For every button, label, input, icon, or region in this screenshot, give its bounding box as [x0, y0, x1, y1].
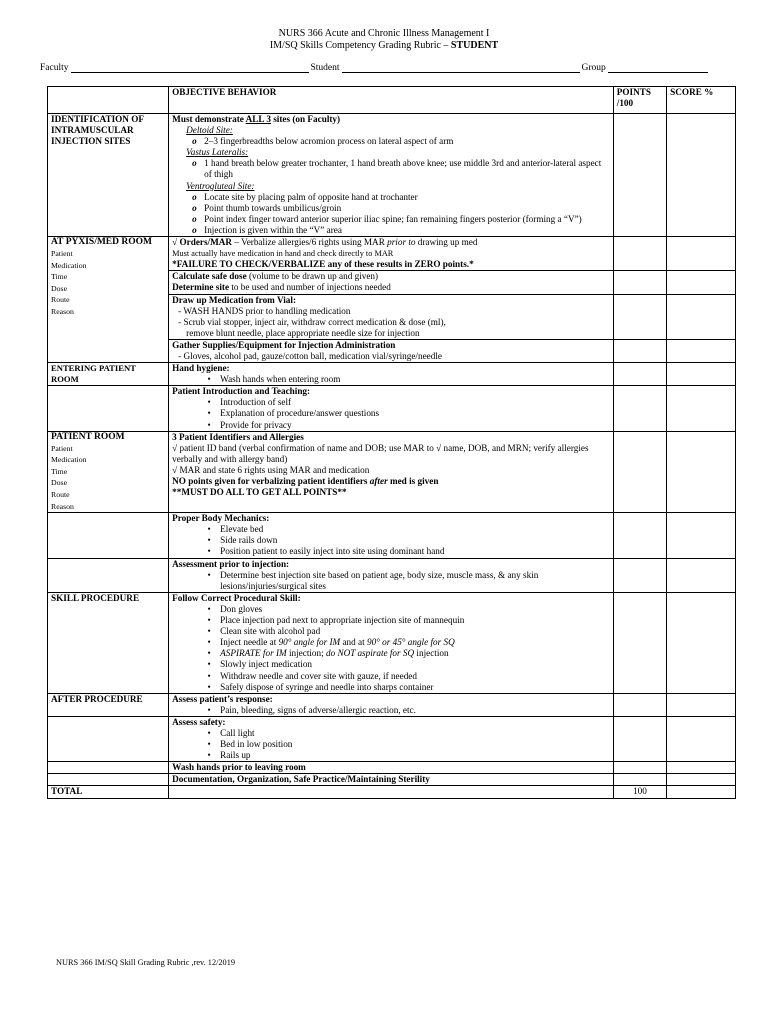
empty-label-cell: [48, 558, 169, 592]
footer-text: NURS 366 IM/SQ Skill Grading Rubric ,rev. 12/2019: [56, 958, 235, 967]
table-row: [48, 762, 736, 774]
points-cell[interactable]: [613, 294, 666, 339]
table-row: [48, 386, 736, 431]
section-label-identification: IDENTIFICATION OF INTRAMUSCULAR INJECTION SITES: [48, 114, 169, 237]
points-cell[interactable]: [613, 339, 666, 362]
behavior-cell: Assess patient’s response: • Pain, bleeding, signs of adverse/allergic reaction, etc.: [169, 693, 614, 716]
score-cell[interactable]: [667, 693, 736, 716]
points-cell[interactable]: [613, 386, 666, 431]
score-header: SCORE %: [667, 87, 736, 114]
behavior-cell: Wash hands prior to leaving room: [169, 762, 614, 774]
group-label: Group: [581, 63, 606, 73]
behavior-cell: Assessment prior to injection: • Determine best injection site based on patient age, body size, muscle mass, & any skin lesions/injuries/surgical sites: [169, 558, 614, 592]
points-cell[interactable]: [613, 762, 666, 774]
total-score-cell[interactable]: [667, 786, 736, 798]
behavior-header: OBJECTIVE BEHAVIOR: [169, 87, 614, 114]
points-header: POINTS /100: [613, 87, 666, 114]
total-behavior-cell: [169, 786, 614, 798]
behavior-cell: Assess safety: • Call light • Bed in low position • Rails up: [169, 716, 614, 761]
table-row: [48, 693, 736, 716]
section-label-entering: ENTERING PATIENT ROOM: [48, 363, 169, 386]
points-cell[interactable]: [613, 716, 666, 761]
table-row: [48, 363, 736, 386]
score-cell[interactable]: [667, 774, 736, 786]
behavior-cell: Must demonstrate ALL 3 sites (on Faculty) Deltoid Site: o 2–3 fingerbreadths below acromion process on lateral aspect of arm Vastus Lateralis: o 1 hand breath below greater trochanter, 1 hand breath above knee; use middle 3rd and anterior-lateral aspect of thigh Ventrogluteal Site: o Locate site by placing palm of opposite hand at trochanter o Point thumb towards umbilicus/groin o Point index finger toward anterior superior iliac spine; fan remaining fingers posterior (forming a “V”) o Injection is given within the “V” area: [169, 114, 614, 237]
score-cell[interactable]: [667, 363, 736, 386]
behavior-cell: √ Orders/MAR – Verbalize allergies/6 rights using MAR prior to drawing up med Must actually have medication in hand and check directly to MAR *FAILURE TO CHECK/VERBALIZE any of these results in ZERO points.*: [169, 237, 614, 271]
table-row: [48, 114, 736, 237]
meta-line: [40, 63, 730, 73]
total-label: TOTAL: [48, 786, 169, 798]
behavior-cell: Patient Introduction and Teaching: • Introduction of self • Explanation of procedure/answer questions • Provide for privacy: [169, 386, 614, 431]
score-cell[interactable]: [667, 716, 736, 761]
table-row: [48, 592, 736, 693]
table-row: [48, 716, 736, 761]
empty-label-cell: [48, 716, 169, 761]
faculty-field[interactable]: [71, 63, 309, 73]
behavior-cell: Draw up Medication from Vial: - WASH HANDS prior to handling medication - Scrub vial stopper, inject air, withdraw correct medication & dose (ml), remove blunt needle, place appropriate needle size for injection: [169, 294, 614, 339]
section-label-skill-procedure: SKILL PROCEDURE: [48, 592, 169, 693]
score-cell[interactable]: [667, 762, 736, 774]
points-cell[interactable]: [613, 592, 666, 693]
points-cell[interactable]: [613, 774, 666, 786]
empty-label-cell: [48, 774, 169, 786]
score-cell[interactable]: [667, 558, 736, 592]
score-cell[interactable]: [667, 386, 736, 431]
points-cell[interactable]: [613, 237, 666, 271]
behavior-cell: Follow Correct Procedural Skill: • Don gloves • Place injection pad next to appropriate injection site of mannequin • Clean site with alcohol pad • Inject needle at 90° angle for IM and at 90° or 45° angle for SQ • ASPIRATE for IM injection; do NOT aspirate for SQ injection • Slowly inject medication • Withdraw needle and cover site with gauze, if needed • Safely dispose of syringe and needle into sharps container: [169, 592, 614, 693]
empty-label-cell: [48, 386, 169, 431]
section-label-patient-room: PATIENT ROOM Patient Medication Time Dose Route Reason: [48, 431, 169, 513]
student-field[interactable]: [342, 63, 580, 73]
behavior-cell: Proper Body Mechanics: • Elevate bed • Side rails down • Position patient to easily inject into site using dominant hand: [169, 513, 614, 558]
empty-label-cell: [48, 762, 169, 774]
document-subtitle: IM/SQ Skills Competency Grading Rubric – STUDENT: [269, 40, 499, 51]
faculty-label: Faculty: [40, 63, 69, 73]
table-header-row: [48, 87, 736, 114]
points-cell[interactable]: [613, 558, 666, 592]
table-row: [48, 431, 736, 513]
table-row: [48, 513, 736, 558]
score-cell[interactable]: [667, 294, 736, 339]
behavior-cell: Calculate safe dose (volume to be drawn up and given) Determine site to be used and number of injections needed: [169, 271, 614, 294]
rubric-table: [47, 86, 736, 799]
document-title: NURS 366 Acute and Chronic Illness Management I: [278, 28, 490, 39]
total-points: 100: [613, 786, 666, 798]
score-cell[interactable]: [667, 237, 736, 271]
score-cell[interactable]: [667, 431, 736, 513]
score-cell[interactable]: [667, 271, 736, 294]
table-row: [48, 774, 736, 786]
score-cell[interactable]: [667, 592, 736, 693]
total-row: [48, 786, 736, 798]
section-label-pyxis: AT PYXIS/MED ROOM Patient Medication Time Dose Route Reason: [48, 237, 169, 363]
points-cell[interactable]: [613, 693, 666, 716]
table-row: [48, 558, 736, 592]
table-row: [48, 237, 736, 271]
behavior-cell: Hand hygiene: • Wash hands when entering room: [169, 363, 614, 386]
empty-label-cell: [48, 513, 169, 558]
behavior-cell: Gather Supplies/Equipment for Injection Administration - Gloves, alcohol pad, gauze/cotton ball, medication vial/syringe/needle: [169, 339, 614, 362]
points-cell[interactable]: [613, 513, 666, 558]
points-cell[interactable]: [613, 363, 666, 386]
score-cell[interactable]: [667, 513, 736, 558]
student-label: Student: [310, 63, 340, 73]
points-cell[interactable]: [613, 431, 666, 513]
points-cell[interactable]: [613, 271, 666, 294]
behavior-cell: Documentation, Organization, Safe Practice/Maintaining Sterility: [169, 774, 614, 786]
behavior-cell: 3 Patient Identifiers and Allergies √ patient ID band (verbal confirmation of name and DOB; use MAR to √ name, DOB, and MRN; verify allergies verbally and with allergy band) √ MAR and state 6 rights using MAR and medication NO points given for verbalizing patient identifiers after med is given **MUST DO ALL TO GET ALL POINTS**: [169, 431, 614, 513]
score-cell[interactable]: [667, 339, 736, 362]
group-field[interactable]: [608, 63, 708, 73]
score-cell[interactable]: [667, 114, 736, 237]
blank-header: [48, 87, 169, 114]
points-cell[interactable]: [613, 114, 666, 237]
section-label-after-procedure: AFTER PROCEDURE: [48, 693, 169, 716]
